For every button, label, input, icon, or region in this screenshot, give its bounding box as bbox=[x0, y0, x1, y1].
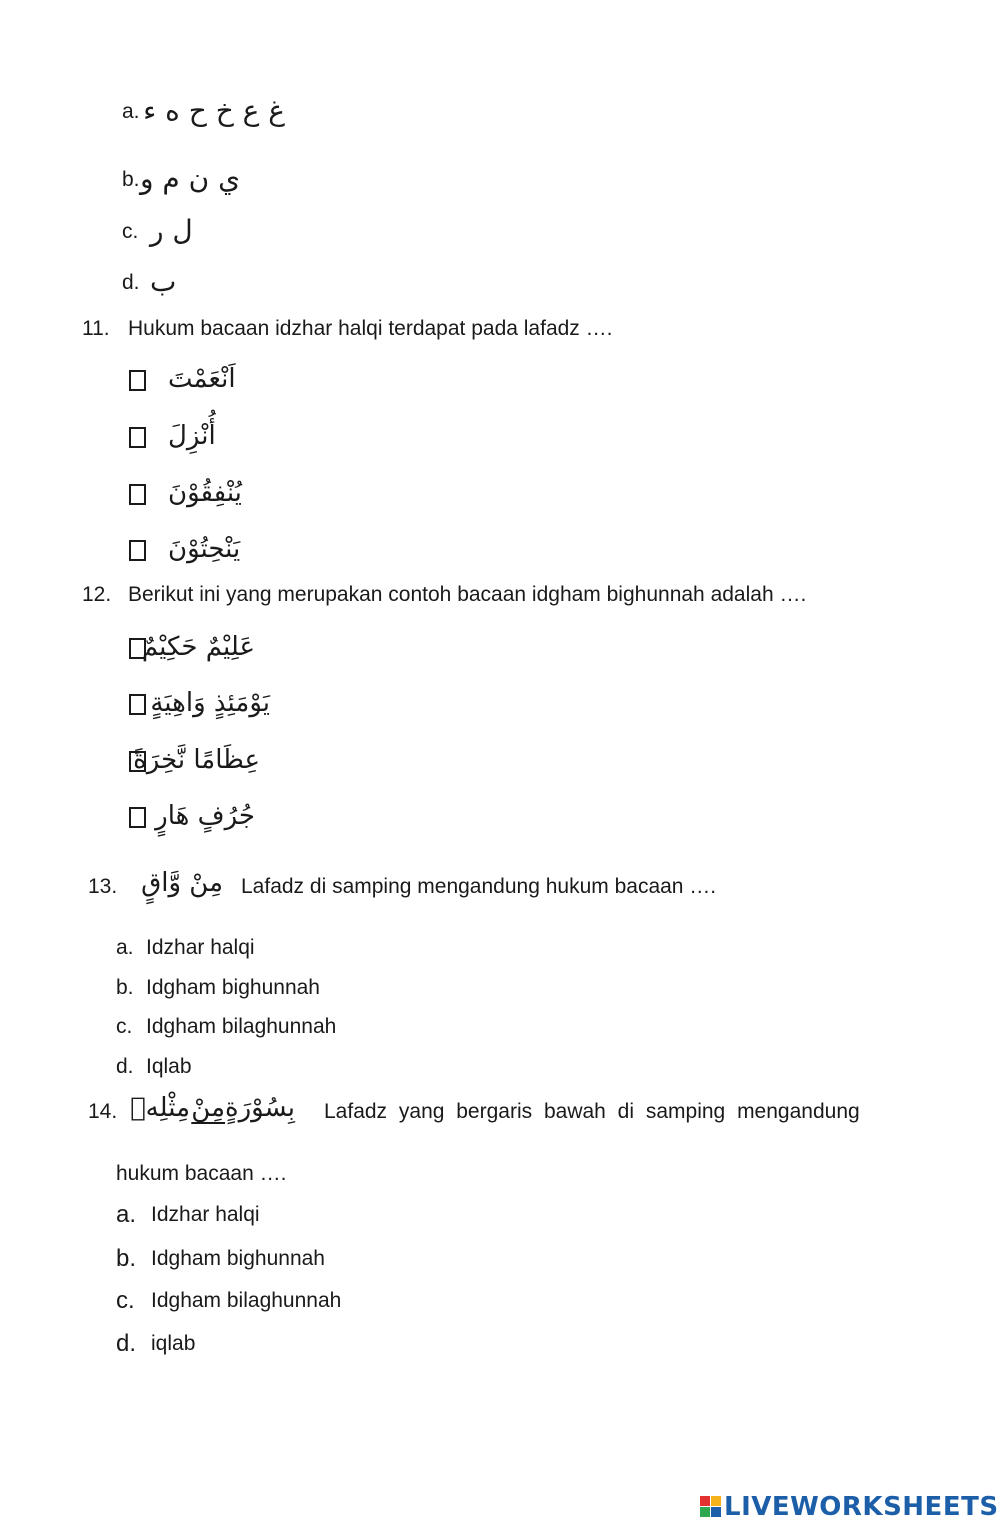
q14-text-line-1: Lafadz yang bergaris bawah di samping mengandung bbox=[324, 1100, 860, 1123]
q12-option-3: عِظَامًا نَّخِرَةً bbox=[133, 745, 260, 775]
q10-option-d-letter: d. bbox=[122, 271, 140, 294]
q10-option-b-arabic: ي ن م و bbox=[139, 162, 240, 195]
q11-checkbox-1[interactable] bbox=[129, 370, 146, 391]
liveworksheets-logo-icon bbox=[700, 1496, 722, 1518]
q14-option-d-letter: d. bbox=[116, 1330, 137, 1357]
q11-option-2: أُنْزِلَ bbox=[168, 421, 216, 451]
q10-option-c-letter: c. bbox=[122, 220, 139, 243]
q12-checkbox-4[interactable] bbox=[129, 807, 146, 828]
q14-option-c-letter: c. bbox=[116, 1287, 135, 1314]
q10-option-b-letter: b. bbox=[122, 168, 140, 191]
q12-option-1: عَلِيْمٌ حَكِيْمٌ bbox=[141, 632, 255, 662]
q14-text-line-2: hukum bacaan …. bbox=[116, 1162, 287, 1185]
q11-checkbox-2[interactable] bbox=[129, 427, 146, 448]
q12-option-2: يَوْمَئِذٍ وَاهِيَةٍ bbox=[150, 688, 270, 718]
q12-option-4: جُرُفٍ هَارٍ bbox=[155, 801, 255, 831]
q14-option-b-label: Idgham bighunnah bbox=[151, 1247, 325, 1270]
q13-option-b-letter: b. bbox=[116, 976, 134, 999]
q11-option-3: يُنْفِقُوْنَ bbox=[168, 478, 242, 508]
q14-arabic-underlined-word: مِنْ bbox=[191, 1093, 225, 1123]
q13-number: 13. bbox=[88, 875, 118, 898]
q11-option-4: يَنْحِتُوْنَ bbox=[168, 534, 241, 564]
q12-number: 12. bbox=[82, 583, 112, 606]
q11-checkbox-3[interactable] bbox=[129, 484, 146, 505]
q13-option-d-label: Iqlab bbox=[146, 1055, 192, 1078]
q14-option-b-letter: b. bbox=[116, 1245, 137, 1272]
q10-option-a-arabic: غ ع خ ح ه ء bbox=[143, 94, 285, 127]
q10-option-a-letter: a. bbox=[122, 100, 140, 123]
q10-option-c-arabic: ل ر bbox=[150, 214, 193, 247]
q13-text: Lafadz di samping mengandung hukum bacaan …. bbox=[241, 875, 717, 898]
q13-option-b-label: Idgham bighunnah bbox=[146, 976, 320, 999]
q11-option-1: اَنْعَمْتَ bbox=[168, 364, 236, 394]
q11-checkbox-4[interactable] bbox=[129, 540, 146, 561]
q14-arabic-word-3: مِثْلِهٖ bbox=[130, 1093, 190, 1123]
q14-option-a-letter: a. bbox=[116, 1201, 137, 1228]
q13-option-d-letter: d. bbox=[116, 1055, 134, 1078]
liveworksheets-logo[interactable] bbox=[700, 1492, 999, 1522]
q13-option-c-label: Idgham bilaghunnah bbox=[146, 1015, 337, 1038]
q13-option-a-letter: a. bbox=[116, 936, 134, 959]
q12-text: Berikut ini yang merupakan contoh bacaan idgham bighunnah adalah …. bbox=[128, 583, 807, 606]
q13-option-a-label: Idzhar halqi bbox=[146, 936, 255, 959]
q14-option-d-label: iqlab bbox=[151, 1332, 196, 1355]
q13-arabic: مِنْ وَّاقٍ bbox=[141, 868, 223, 898]
q11-text: Hukum bacaan idzhar halqi terdapat pada lafadz …. bbox=[128, 317, 613, 340]
q11-number: 11. bbox=[82, 317, 110, 340]
q14-arabic-word-1: بِسُوْرَةٍ bbox=[224, 1093, 295, 1123]
q10-option-d-arabic: ب bbox=[150, 265, 177, 298]
q13-option-c-letter: c. bbox=[116, 1015, 133, 1038]
q14-number: 14. bbox=[88, 1100, 118, 1123]
q14-option-c-label: Idgham bilaghunnah bbox=[151, 1289, 342, 1312]
liveworksheets-logo-text: LIVEWORKSHEETS bbox=[724, 1492, 999, 1522]
q12-checkbox-2[interactable] bbox=[129, 694, 146, 715]
q14-option-a-label: Idzhar halqi bbox=[151, 1203, 260, 1226]
